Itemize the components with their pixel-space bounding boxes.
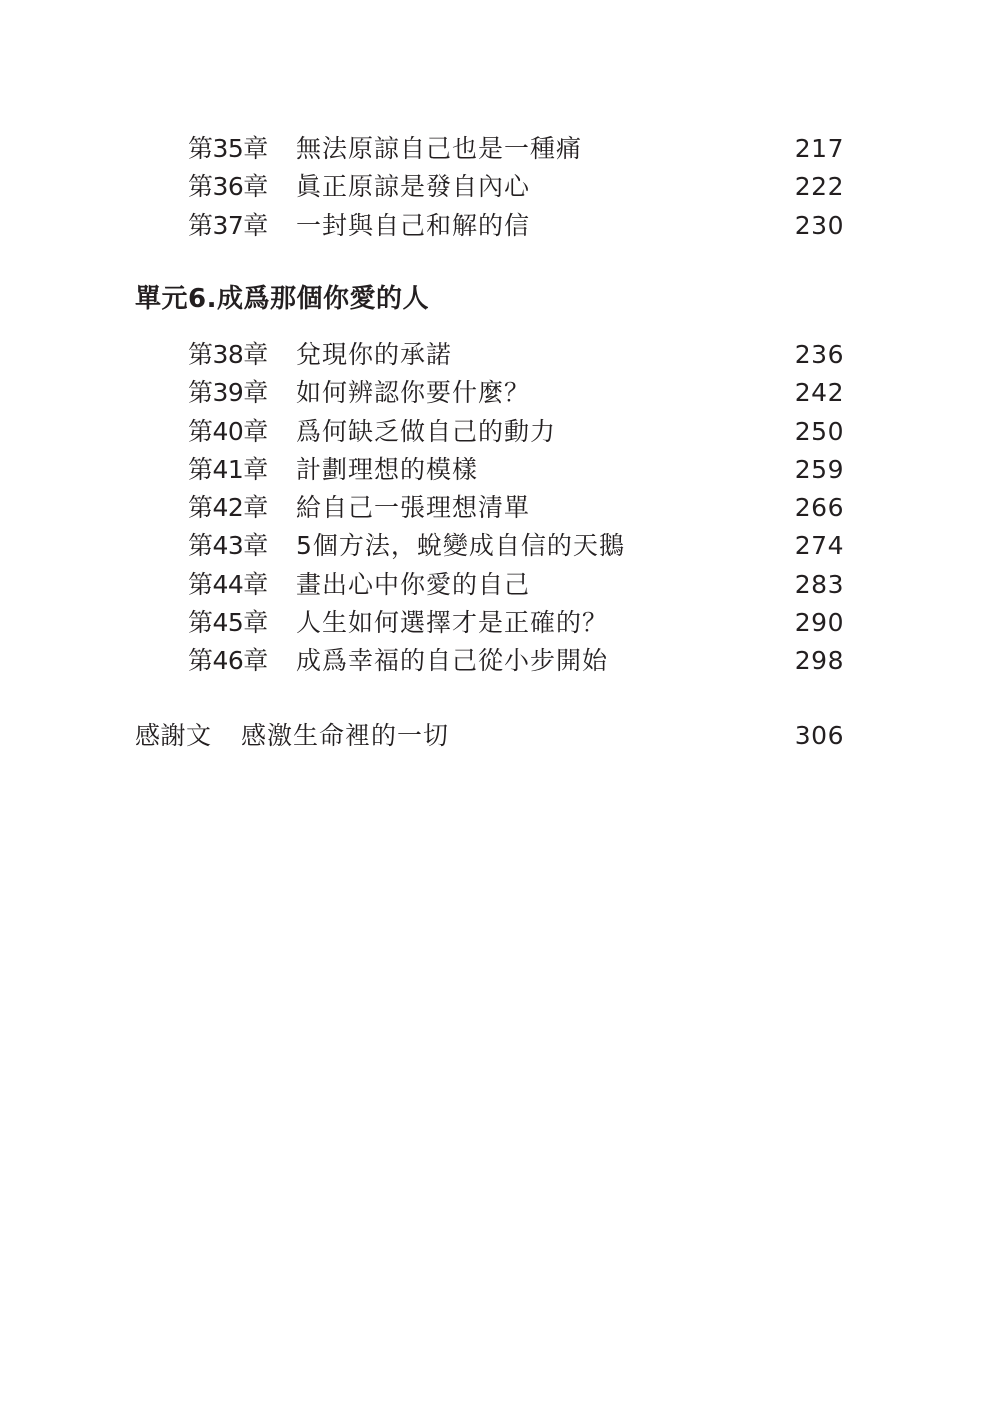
chapter-title: 眞正原諒是發自內心 xyxy=(296,172,531,202)
chapter-number: 第36章 xyxy=(188,172,268,202)
toc-row[interactable] xyxy=(0,336,1000,374)
toc-row[interactable] xyxy=(0,413,1000,451)
chapter-number: 第43章 xyxy=(188,531,268,561)
page-number: 266 xyxy=(794,493,844,523)
chapter-title: 計劃理想的模樣 xyxy=(296,454,479,484)
page-number: 230 xyxy=(794,210,844,240)
page-number: 274 xyxy=(794,531,844,561)
toc-row[interactable] xyxy=(0,604,1000,642)
page-number: 298 xyxy=(794,646,844,676)
chapter-title: 無法原諒自己也是一種痛 xyxy=(296,134,583,163)
chapter-number: 第44章 xyxy=(188,569,268,599)
page-number: 250 xyxy=(794,416,844,446)
page-number: 283 xyxy=(794,569,844,599)
toc-row[interactable] xyxy=(0,130,1000,168)
chapter-number: 第40章 xyxy=(188,416,268,446)
chapter-title: 人生如何選擇才是正確的？ xyxy=(296,608,609,638)
chapter-number: 第41章 xyxy=(188,454,268,484)
acknowledgement-label: 感謝文 xyxy=(135,721,212,750)
chapter-title: 給自己一張理想清單 xyxy=(296,493,531,523)
page-number: 236 xyxy=(794,340,844,369)
chapter-title: 5個方法，蛻變成自信的天鵝 xyxy=(296,531,625,561)
toc-row[interactable] xyxy=(0,527,1000,565)
toc-row[interactable] xyxy=(0,168,1000,206)
toc-row[interactable] xyxy=(0,642,1000,680)
page-number: 222 xyxy=(794,172,844,202)
chapter-number: 第35章 xyxy=(188,134,268,163)
toc-list-part5-end xyxy=(0,130,1000,245)
chapter-number: 第38章 xyxy=(188,340,268,369)
chapter-title: 如何辨認你要什麼？ xyxy=(296,378,531,408)
chapter-number: 第45章 xyxy=(188,608,268,638)
acknowledgement-title: 感激生命裡的一切 xyxy=(241,721,450,750)
chapter-title: 畫出心中你愛的自己 xyxy=(296,569,531,599)
page-number: 217 xyxy=(794,134,844,163)
chapter-title: 成爲幸福的自己從小步開始 xyxy=(296,646,609,676)
toc-row[interactable] xyxy=(0,207,1000,245)
page-number: 242 xyxy=(794,378,844,408)
acknowledgement-row[interactable] xyxy=(0,717,1000,755)
toc-row[interactable] xyxy=(0,566,1000,604)
unit-heading: 單元6.成爲那個你愛的人 xyxy=(135,284,429,314)
chapter-title: 一封與自己和解的信 xyxy=(296,210,531,240)
toc-row[interactable] xyxy=(0,451,1000,489)
chapter-number: 第42章 xyxy=(188,493,268,523)
chapter-number: 第39章 xyxy=(188,378,268,408)
toc-row[interactable] xyxy=(0,374,1000,412)
page-number: 290 xyxy=(794,608,844,638)
page-number: 306 xyxy=(794,721,844,750)
chapter-number: 第46章 xyxy=(188,646,268,676)
toc-row[interactable] xyxy=(0,489,1000,527)
chapter-title: 爲何缺乏做自己的動力 xyxy=(296,416,557,446)
chapter-title: 兌現你的承諾 xyxy=(296,340,453,369)
chapter-number: 第37章 xyxy=(188,210,268,240)
toc-list-unit6 xyxy=(0,336,1000,681)
page-number: 259 xyxy=(794,454,844,484)
